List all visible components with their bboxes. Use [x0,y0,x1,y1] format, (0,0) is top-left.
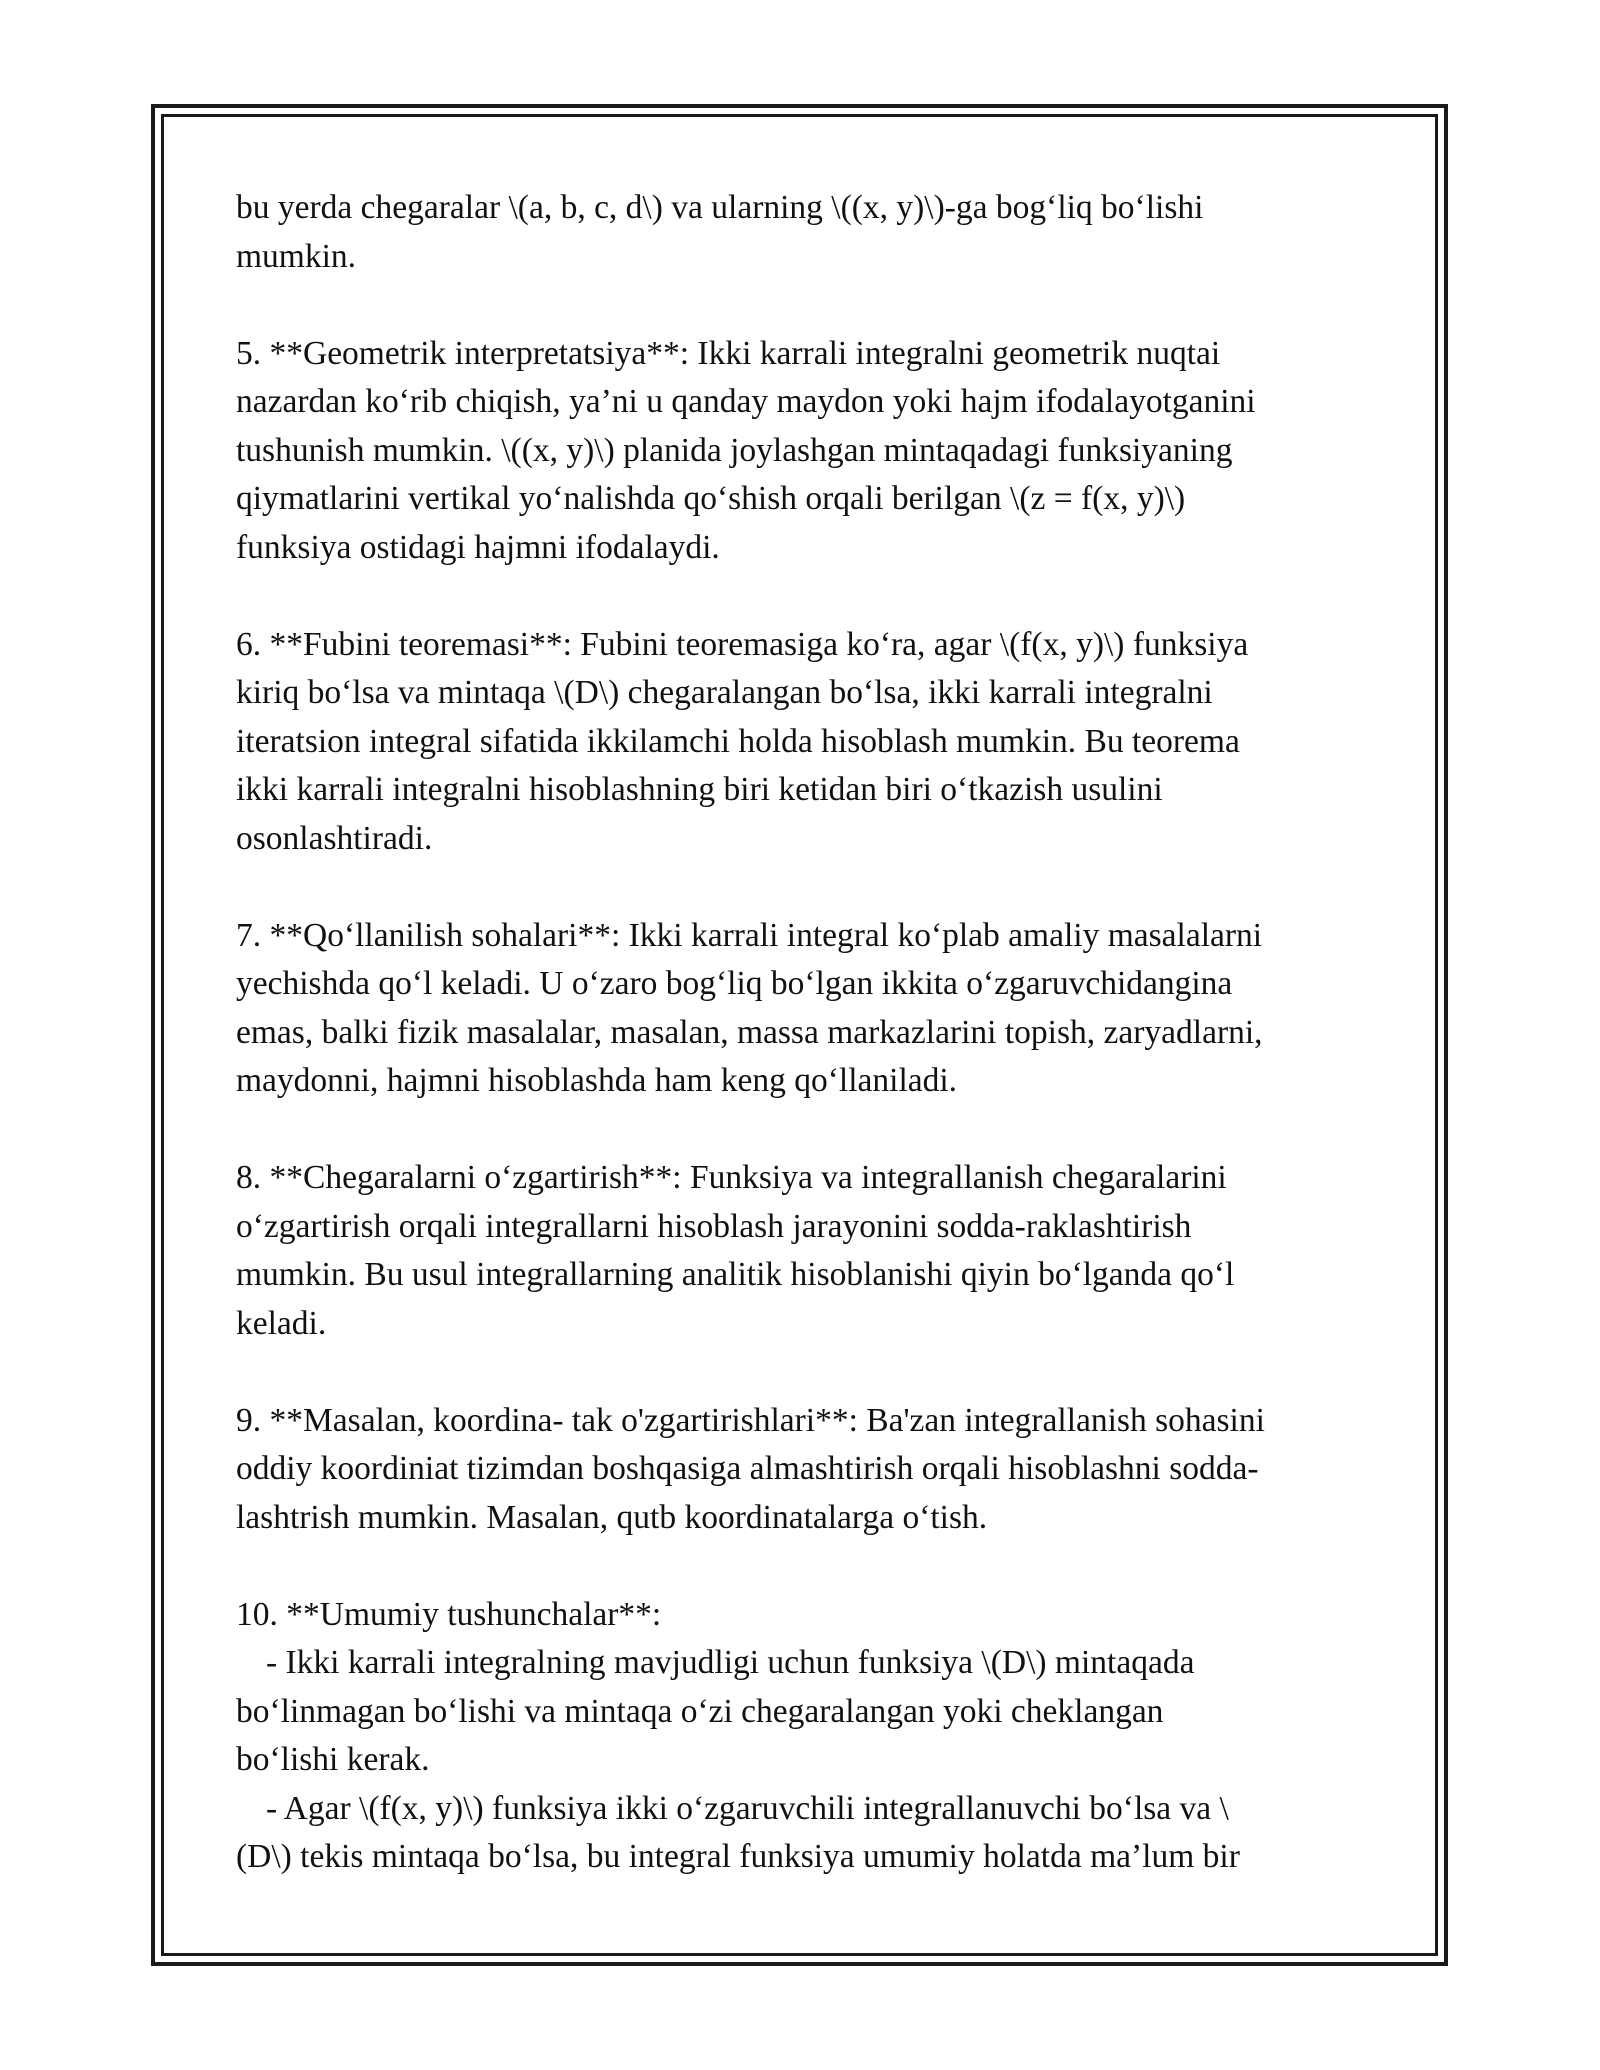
text-line: lashtrish mumkin. Masalan, qutb koordinatalarga o‘tish. [236,1498,988,1536]
text-line: o‘zgartirish orqali integrallarni hisoblash jarayonini sodda-raklashtirish [236,1207,1192,1245]
text-line: osonlashtiradi. [236,819,433,857]
text-line: iteratsion integral sifatida ikkilamchi holda hisoblash mumkin. Bu teorema [236,722,1240,760]
paragraph-item-7 [236,912,1366,1106]
text-line: mumkin. [236,237,357,275]
bullet-line: - Agar \(f(x, y)\) funksiya ikki o‘zgaruvchili integrallanuvchi bo‘lsa va \ [266,1789,1229,1827]
text-line: qiymatlarini vertikal yo‘nalishda qo‘shish orqali berilgan \(z = f(x, y)\) [236,480,1186,517]
paragraph-item-5 [236,330,1366,573]
paragraph-intro [236,184,1366,281]
text-line: 8. **Chegaralarni o‘zgartirish**: Funksiya va integrallanish chegaralarini [236,1159,1227,1196]
text-line: 9. **Masalan, koordina- tak o'zgartirishlari**: Ba'zan integrallanish sohasini [236,1401,1265,1439]
text-line: mumkin. Bu usul integrallarning analitik hisoblanishi qiyin bo‘lganda qo‘l [236,1256,1235,1293]
text-line: nazardan ko‘rib chiqish, ya’ni u qanday maydon yoki hajm ifodalayotganini [236,383,1256,420]
text-line: tushunish mumkin. \((x, y)\) planida joylashgan mintaqadagi funksiyaning [236,431,1233,469]
text-line: 6. **Fubini teoremasi**: Fubini teoremasiga ko‘ra, agar \(f(x, y)\) funksiya [236,625,1249,663]
text-line: kiriq bo‘lsa va mintaqa \(D\) chegaralangan bo‘lsa, ikki karrali integralni [236,674,1213,711]
text-line: oddiy koordiniat tizimdan boshqasiga almashtirish orqali hisoblashni sodda- [236,1450,1259,1487]
paragraph-item-6 [236,621,1366,864]
paragraph-item-9 [236,1397,1366,1543]
text-line: bu yerda chegaralar \(a, b, c, d\) va ularning \((x, y)\)-ga bog‘liq bo‘lishi [236,189,1204,226]
text-line: maydonni, hajmni hisoblashda ham keng qo‘llaniladi. [236,1062,958,1099]
text-line: (D\) tekis mintaqa bo‘lsa, bu integral funksiya umumiy holatda ma’lum bir [236,1838,1240,1875]
document-body [236,184,1366,1882]
text-line: bo‘lishi kerak. [236,1741,430,1778]
bullet-line: - Ikki karrali integralning mavjudligi uchun funksiya \(D\) mintaqada [266,1644,1195,1681]
text-line: ikki karrali integralni hisoblashning biri ketidan biri o‘tkazish usulini [236,771,1163,808]
text-line: keladi. [236,1304,327,1342]
text-line: yechishda qo‘l keladi. U o‘zaro bog‘liq bo‘lgan ikkita o‘zgaruvchidangina [236,965,1233,1002]
text-line: bo‘linmagan bo‘lishi va mintaqa o‘zi chegaralangan yoki cheklangan [236,1692,1164,1730]
text-line: 10. **Umumiy tushunchalar**: [236,1595,662,1633]
text-line: funksiya ostidagi hajmni ifodalaydi. [236,528,720,566]
paragraph-item-10 [236,1591,1366,1882]
text-line: 7. **Qo‘llanilish sohalari**: Ikki karrali integral ko‘plab amaliy masalalarni [236,916,1263,954]
text-line: 5. **Geometrik interpretatsiya**: Ikki karrali integralni geometrik nuqtai [236,334,1221,372]
text-line: emas, balki fizik masalalar, masalan, massa markazlarini topish, zaryadlarni, [236,1013,1263,1051]
paragraph-item-8 [236,1154,1366,1348]
